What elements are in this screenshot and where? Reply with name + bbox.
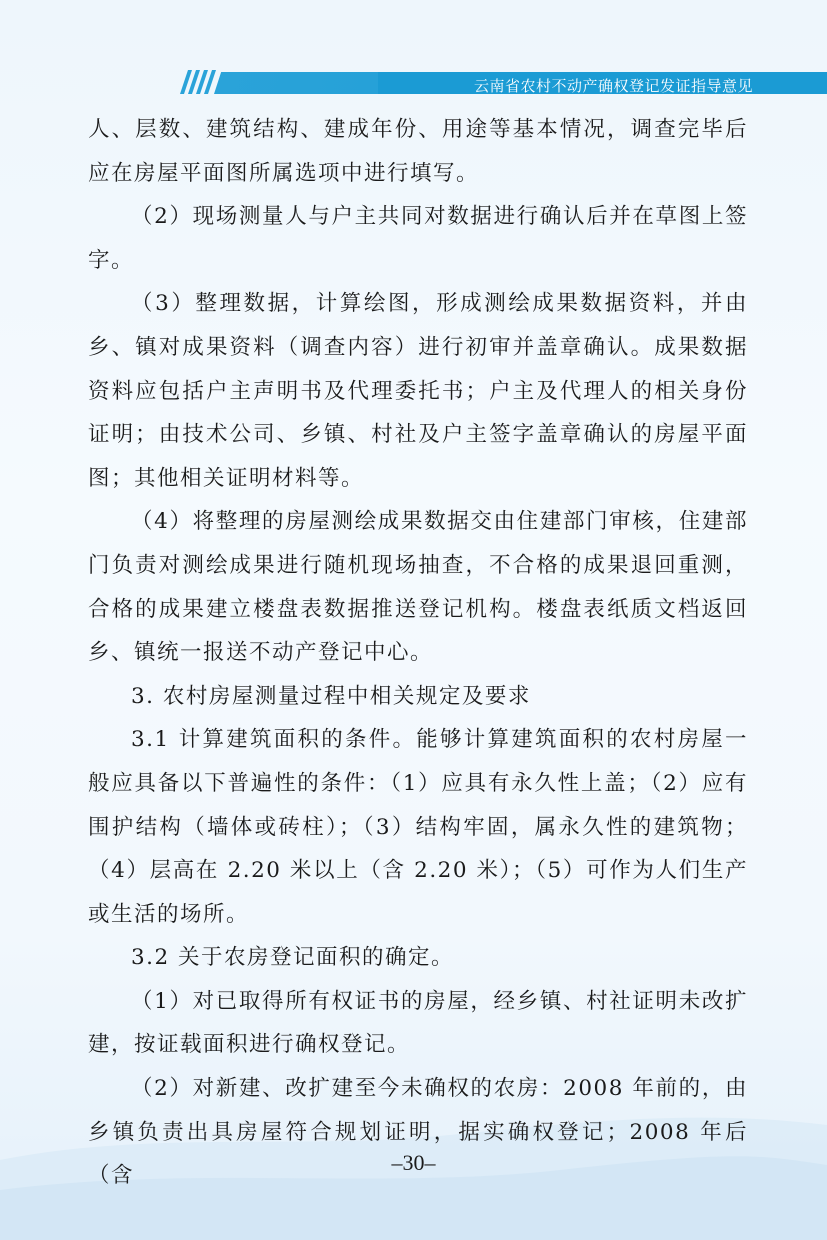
subsection-heading: 3.2 关于农房登记面积的确定。 [131, 945, 455, 971]
section-heading: 3. 农村房屋测量过程中相关规定及要求 [131, 683, 531, 709]
paragraph: （3）整理数据，计算绘图，形成测绘成果数据资料，并由乡、镇对成果资料（调查内容）进行初审并盖章确认。成果数据资料应包括户主声明书及代理委托书；户主及代理人的相关身份证明；由技术公司、乡镇、村社及户主签字盖章确认的房屋平面图；其他相关证明材料等。 [88, 291, 748, 491]
body-text [88, 108, 748, 1198]
header-stripes-decoration [178, 68, 218, 96]
header-title: 云南省农村不动产确权登记发证指导意见 [473, 77, 753, 95]
paragraph: （4）将整理的房屋测绘成果数据交由住建部门审核，住建部门负责对测绘成果进行随机现场抽查，不合格的成果退回重测，合格的成果建立楼盘表数据推送登记机构。楼盘表纸质文档返回乡、镇统一报送不动产登记中心。 [88, 509, 748, 666]
page-number: –30– [391, 1150, 436, 1175]
header-bar [178, 68, 827, 96]
paragraph: （1）对已取得所有权证书的房屋，经乡镇、村社证明未改扩建，按证载面积进行确权登记。 [88, 988, 748, 1058]
paragraph: 3.1 计算建筑面积的条件。能够计算建筑面积的农村房屋一般应具备以下普遍性的条件：（1）应具有永久性上盖；（2）应有围护结构（墙体或砖柱）；（3）结构牢固，属永久性的建筑物；（4）层高在 2.20 米以上（含 2.20 米）；（5）可作为人们生产或生活的场所。 [88, 727, 748, 927]
paragraph: （2）对新建、改扩建至今未确权的农房：2008 年前的，由乡镇负责出具房屋符合规划证明，据实确权登记；2008 年后（含 [88, 1076, 748, 1189]
paragraph: （2）现场测量人与户主共同对数据进行确认后并在草图上签字。 [88, 204, 748, 273]
paragraph: 人、层数、建筑结构、建成年份、用途等基本情况，调查完毕后应在房屋平面图所属选项中进行填写。 [88, 117, 748, 186]
